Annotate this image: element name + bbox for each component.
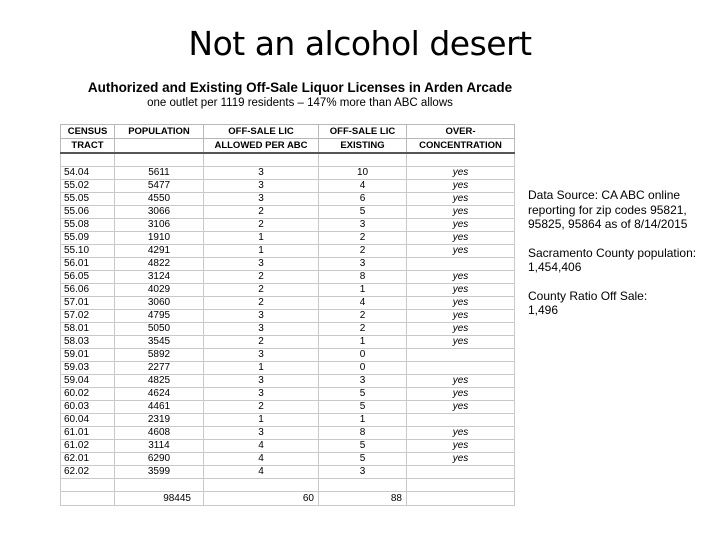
cell-over — [407, 258, 515, 271]
cell-tract: 60.03 — [61, 401, 115, 414]
cell-population: 3114 — [115, 440, 204, 453]
cell-population: 4029 — [115, 284, 204, 297]
cell-allowed: 3 — [204, 388, 319, 401]
cell-tract: 57.02 — [61, 310, 115, 323]
cell-allowed: 1 — [204, 362, 319, 375]
cell-over: yes — [407, 219, 515, 232]
cell-population: 4608 — [115, 427, 204, 440]
cell-over: yes — [407, 453, 515, 466]
cell-over: yes — [407, 232, 515, 245]
cell-tract: 59.03 — [61, 362, 115, 375]
table-row — [61, 310, 515, 323]
header-census: CENSUS — [61, 125, 115, 139]
table-row — [61, 180, 515, 193]
cell-population: 5611 — [115, 167, 204, 180]
table-row — [61, 323, 515, 336]
cell-existing: 3 — [319, 466, 407, 479]
header-allowed: OFF-SALE LIC — [204, 125, 319, 139]
table-row — [61, 427, 515, 440]
cell-population: 4550 — [115, 193, 204, 206]
cell-allowed: 3 — [204, 167, 319, 180]
cell-tract: 55.06 — [61, 206, 115, 219]
cell-existing: 5 — [319, 440, 407, 453]
header-population-2 — [115, 139, 204, 154]
table-row — [61, 297, 515, 310]
table-subtitle: Authorized and Existing Off-Sale Liquor Licenses in Arden Arcade — [87, 80, 513, 95]
cell-tract: 60.04 — [61, 414, 115, 427]
header-row-2 — [61, 139, 515, 154]
cell-over: yes — [407, 167, 515, 180]
cell-population: 4795 — [115, 310, 204, 323]
cell-existing: 3 — [319, 375, 407, 388]
cell-population: 1910 — [115, 232, 204, 245]
cell-population: 3545 — [115, 336, 204, 349]
table-caption: one outlet per 1119 residents – 147% more than ABC allows — [147, 97, 453, 109]
population-note — [528, 246, 718, 275]
cell-population: 5892 — [115, 349, 204, 362]
cell-over: yes — [407, 440, 515, 453]
cell-tract: 56.06 — [61, 284, 115, 297]
ratio-label: County Ratio Off Sale: — [528, 288, 648, 303]
cell-allowed: 2 — [204, 284, 319, 297]
total-allowed: 60 — [204, 492, 319, 506]
spacer-row — [61, 479, 515, 492]
cell-existing: 5 — [319, 453, 407, 466]
cell-allowed: 2 — [204, 219, 319, 232]
cell-over — [407, 349, 515, 362]
total-blank — [61, 492, 115, 506]
cell-allowed: 3 — [204, 323, 319, 336]
cell-tract: 58.01 — [61, 323, 115, 336]
cell-over: yes — [407, 284, 515, 297]
cell-tract: 58.03 — [61, 336, 115, 349]
cell-tract: 55.02 — [61, 180, 115, 193]
data-source-note: Data Source: CA ABC online reporting for zip codes 95821, 95825, 95864 as of 8/14/2015 — [528, 188, 688, 231]
cell-population: 3124 — [115, 271, 204, 284]
table-row — [61, 271, 515, 284]
cell-existing: 2 — [319, 232, 407, 245]
cell-existing: 4 — [319, 297, 407, 310]
cell-existing: 4 — [319, 180, 407, 193]
cell-allowed: 4 — [204, 453, 319, 466]
cell-tract: 59.04 — [61, 375, 115, 388]
cell-allowed: 1 — [204, 414, 319, 427]
totals-row — [61, 492, 515, 506]
header-existing: OFF-SALE LIC — [319, 125, 407, 139]
cell-allowed: 4 — [204, 466, 319, 479]
cell-tract: 55.09 — [61, 232, 115, 245]
cell-over: yes — [407, 271, 515, 284]
cell-allowed: 2 — [204, 336, 319, 349]
cell-tract: 54.04 — [61, 167, 115, 180]
cell-existing: 8 — [319, 427, 407, 440]
table-row — [61, 453, 515, 466]
cell-existing: 3 — [319, 219, 407, 232]
cell-allowed: 2 — [204, 271, 319, 284]
cell-population: 4291 — [115, 245, 204, 258]
cell-tract: 61.01 — [61, 427, 115, 440]
cell-population: 5050 — [115, 323, 204, 336]
cell-tract: 62.01 — [61, 453, 115, 466]
table-body — [61, 153, 515, 506]
cell-existing: 5 — [319, 388, 407, 401]
cell-allowed: 3 — [204, 349, 319, 362]
table-row — [61, 167, 515, 180]
cell-over: yes — [407, 180, 515, 193]
table-row — [61, 466, 515, 479]
header-concentration: CONCENTRATION — [407, 139, 515, 154]
cell-over: yes — [407, 401, 515, 414]
cell-population: 3066 — [115, 206, 204, 219]
header-population: POPULATION — [115, 125, 204, 139]
cell-allowed: 3 — [204, 258, 319, 271]
header-existing-2: EXISTING — [319, 139, 407, 154]
slide-title: Not an alcohol desert — [188, 24, 532, 63]
header-over: OVER- — [407, 125, 515, 139]
cell-existing: 6 — [319, 193, 407, 206]
cell-existing: 1 — [319, 414, 407, 427]
ratio-value: 1,496 — [528, 303, 559, 317]
cell-population: 2319 — [115, 414, 204, 427]
table-row — [61, 206, 515, 219]
cell-tract: 55.05 — [61, 193, 115, 206]
table-row — [61, 336, 515, 349]
table-row — [61, 388, 515, 401]
cell-tract: 55.08 — [61, 219, 115, 232]
cell-over: yes — [407, 388, 515, 401]
cell-over: yes — [407, 427, 515, 440]
cell-over: yes — [407, 375, 515, 388]
header-tract: TRACT — [61, 139, 115, 154]
cell-population: 2277 — [115, 362, 204, 375]
cell-over: yes — [407, 193, 515, 206]
cell-allowed: 3 — [204, 193, 319, 206]
cell-existing: 2 — [319, 323, 407, 336]
header-row-1 — [61, 125, 515, 139]
table-row — [61, 193, 515, 206]
spacer-row — [61, 153, 515, 167]
cell-tract: 57.01 — [61, 297, 115, 310]
cell-population: 4461 — [115, 401, 204, 414]
cell-allowed: 2 — [204, 297, 319, 310]
licenses-table-container — [60, 124, 514, 506]
header-allowed-per-abc: ALLOWED PER ABC — [204, 139, 319, 154]
cell-tract: 55.10 — [61, 245, 115, 258]
cell-over: yes — [407, 310, 515, 323]
cell-existing: 0 — [319, 362, 407, 375]
cell-existing: 2 — [319, 310, 407, 323]
cell-existing: 5 — [319, 401, 407, 414]
cell-allowed: 1 — [204, 245, 319, 258]
cell-allowed: 1 — [204, 232, 319, 245]
total-population: 98445 — [115, 492, 204, 506]
cell-over: yes — [407, 206, 515, 219]
cell-allowed: 3 — [204, 180, 319, 193]
cell-population: 5477 — [115, 180, 204, 193]
table-row — [61, 362, 515, 375]
ratio-note — [528, 289, 718, 318]
cell-population: 4822 — [115, 258, 204, 271]
cell-population: 4825 — [115, 375, 204, 388]
notes-panel — [528, 188, 718, 332]
cell-over: yes — [407, 297, 515, 310]
table-row — [61, 349, 515, 362]
cell-allowed: 2 — [204, 401, 319, 414]
cell-tract: 59.01 — [61, 349, 115, 362]
cell-population: 3106 — [115, 219, 204, 232]
cell-tract: 61.02 — [61, 440, 115, 453]
cell-over — [407, 466, 515, 479]
cell-over — [407, 362, 515, 375]
licenses-table — [60, 124, 515, 506]
cell-existing: 1 — [319, 336, 407, 349]
cell-existing: 10 — [319, 167, 407, 180]
table-row — [61, 219, 515, 232]
table-row — [61, 232, 515, 245]
cell-population: 3060 — [115, 297, 204, 310]
cell-tract: 56.05 — [61, 271, 115, 284]
population-label: Sacramento County population: — [528, 245, 697, 260]
table-row — [61, 440, 515, 453]
cell-population: 6290 — [115, 453, 204, 466]
cell-over: yes — [407, 245, 515, 258]
cell-existing: 8 — [319, 271, 407, 284]
table-row — [61, 401, 515, 414]
cell-existing: 1 — [319, 284, 407, 297]
cell-allowed: 3 — [204, 310, 319, 323]
total-existing: 88 — [319, 492, 407, 506]
table-row — [61, 245, 515, 258]
table-row — [61, 284, 515, 297]
cell-tract: 60.02 — [61, 388, 115, 401]
cell-allowed: 4 — [204, 440, 319, 453]
cell-existing: 0 — [319, 349, 407, 362]
cell-tract: 56.01 — [61, 258, 115, 271]
table-row — [61, 258, 515, 271]
cell-tract: 62.02 — [61, 466, 115, 479]
population-value: 1,454,406 — [528, 260, 582, 274]
cell-allowed: 2 — [204, 206, 319, 219]
cell-population: 4624 — [115, 388, 204, 401]
cell-allowed: 3 — [204, 375, 319, 388]
cell-over: yes — [407, 336, 515, 349]
cell-allowed: 3 — [204, 427, 319, 440]
cell-existing: 2 — [319, 245, 407, 258]
table-row — [61, 375, 515, 388]
cell-population: 3599 — [115, 466, 204, 479]
cell-existing: 5 — [319, 206, 407, 219]
table-row — [61, 414, 515, 427]
cell-over — [407, 414, 515, 427]
cell-existing: 3 — [319, 258, 407, 271]
cell-over: yes — [407, 323, 515, 336]
total-over — [407, 492, 515, 506]
